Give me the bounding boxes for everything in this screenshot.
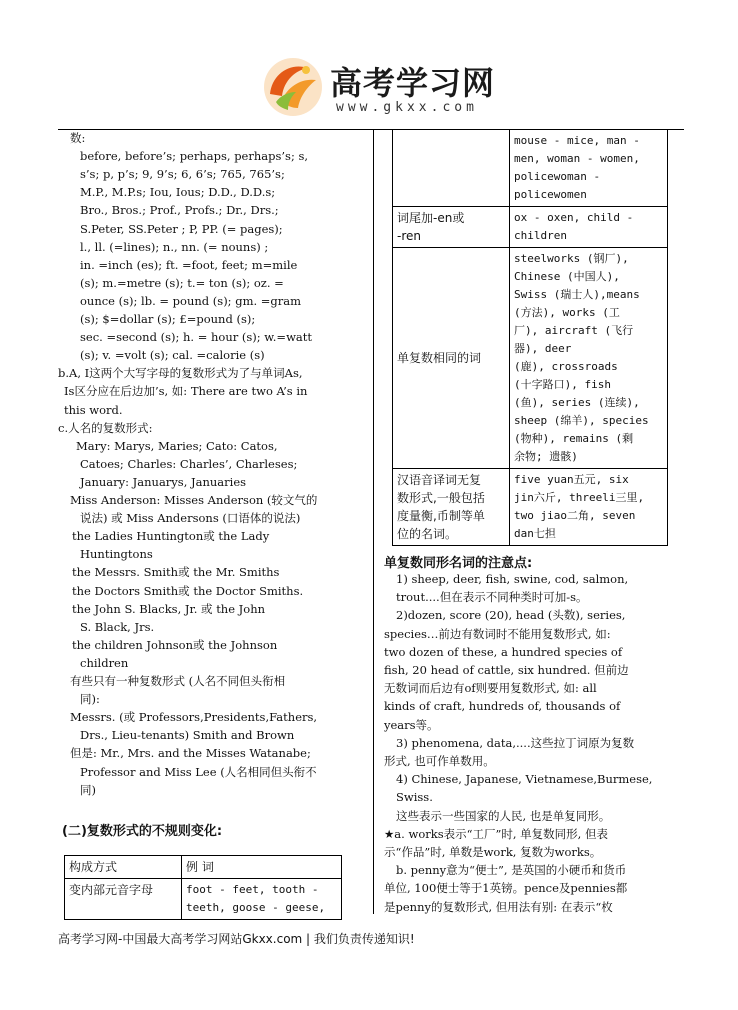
text-line: 2)dozen, score (20), head (头数), series, [396, 608, 626, 623]
notes-title: 单复数同形名词的注意点: [384, 556, 533, 571]
text-line: species…前边有数词时不能用复数形式, 如: [384, 626, 611, 641]
text-line: c.人名的复数形式: [58, 420, 153, 435]
text-line: (s); $=dollar (s); £=pound (s); [80, 312, 256, 326]
cell-line: sheep (绵羊), species [514, 414, 649, 427]
cell-line: men, woman - women, [514, 152, 640, 165]
cell-line: steelworks (钢厂), [514, 252, 629, 265]
text-line: January: Januarys, Januaries [80, 474, 247, 489]
text-line: Bro., Bros.; Prof., Profs.; Dr., Drs.; [80, 203, 279, 218]
text-line: 4) Chinese, Japanese, Vietnamese,Burmese, [396, 772, 653, 787]
logo-icon [262, 56, 324, 118]
text-line: 同) [80, 782, 96, 797]
text-line: Is区分应在后边加’s, 如: There are two A’s in [64, 384, 308, 399]
text-line: 这些表示一些国家的人民, 也是单复同形。 [396, 808, 611, 823]
text-line: fish, 20 head of cattle, six hundred. 但前边 [384, 663, 629, 677]
table-cell [393, 130, 510, 207]
cell-line: 余物; 遗骸) [514, 450, 578, 463]
text-line: Professor and Miss Lee (人名相同但头衔不 [80, 764, 317, 779]
text-line: Swiss. [396, 790, 433, 805]
cell-line: (十字路口), fish [514, 378, 611, 391]
text-line: years等。 [384, 717, 439, 732]
cell-line: (方法), works (工 [514, 306, 620, 319]
cell-line: 汉语音译词无复 [397, 473, 482, 487]
table-row [393, 130, 668, 207]
text-line: 说法) 或 Miss Andersons (口语体的说法) [80, 511, 301, 526]
text-line: the Doctors Smith或 the Doctor Smiths. [72, 583, 304, 598]
text-line: s’s; p, p’s; 9, 9’s; 6, 6’s; 765, 765’s; [80, 167, 285, 182]
cell-line: children [514, 229, 567, 242]
cell-line: mouse - mice, man - [514, 134, 640, 147]
table-cell [510, 469, 668, 546]
right-table [392, 129, 668, 546]
table-header-cell: 例 词 [182, 856, 342, 879]
text-line: b. penny意为“便士”, 是英国的小硬币和货币 [396, 863, 627, 878]
text-line: in. =inch (es); ft. =foot, feet; m=mile [80, 257, 298, 272]
text-line: the Ladies Huntington或 the Lady [72, 529, 270, 544]
cell-line: jin六斤, threeli三里, [514, 491, 645, 504]
text-line: 同): [80, 692, 100, 707]
text-line: Catoes; Charles: Charles’, Charleses; [80, 456, 298, 471]
text-line: 示“作品”时, 单数是work, 复数为works。 [384, 845, 602, 859]
text-line: 是penny的复数形式, 但用法有别: 在表示“枚 [384, 899, 613, 914]
text-line: before, before’s; perhaps, perhaps’s; s, [80, 149, 309, 164]
cell-line: Swiss (瑞士人),means [514, 288, 640, 301]
text-line: the children Johnson或 the Johnson [72, 637, 278, 652]
text-line: Miss Anderson: Misses Anderson (较文气的 [70, 493, 318, 507]
left-table [64, 855, 342, 920]
text-line: Drs., Lieu-tenants) Smith and Brown [80, 728, 295, 743]
cell-line: 词尾加-en或 [397, 211, 465, 225]
text-line: two dozen of these, a hundred species of [384, 644, 623, 659]
cell-line: 单复数相同的词 [397, 351, 482, 365]
table-cell [510, 207, 668, 248]
text-line: the John S. Blacks, Jr. 或 the John [72, 601, 266, 616]
text-line: 数: [70, 131, 86, 145]
table-row [65, 856, 342, 879]
text-line: trout....但在表示不同种类时可加-s。 [396, 590, 588, 605]
text-line: the Messrs. Smith或 the Mr. Smiths [72, 565, 280, 580]
text-line: S. Black, Jrs. [80, 619, 155, 634]
cell-line: 器), deer [514, 342, 572, 355]
text-line: kinds of craft, hundreds of, thousands of [384, 699, 621, 714]
text-line: (s); m.=metre (s); t.= ton (s); oz. = [80, 275, 284, 290]
cell-line: dan七担 [514, 527, 556, 540]
text-line: 无数词而后边有of则要用复数形式, 如: all [384, 681, 597, 696]
cell-line: five yuan五元, six [514, 473, 629, 486]
table-row [393, 248, 668, 469]
table-cell: foot - feet, tooth - teeth, goose - geese, [182, 879, 342, 920]
text-line: 但是: Mr., Mrs. and the Misses Watanabe; [70, 746, 311, 761]
text-line: S.Peter, SS.Peter ; P, PP. (= pages); [80, 221, 283, 236]
text-line: 3) phenomena, data,....这些拉丁词原为复数 [396, 735, 635, 750]
logo-title: 高考学习网 [330, 64, 496, 102]
cell-line: 数形式,一般包括 [397, 491, 485, 505]
table-cell: 变内部元音字母 [65, 879, 182, 920]
column-divider [373, 129, 374, 914]
cell-line: (鱼), series (连续), [514, 396, 640, 409]
text-line: sec. =second (s); h. = hour (s); w.=watt [80, 330, 313, 345]
cell-line: (鹿), crossroads [514, 360, 618, 373]
text-line: children [80, 655, 129, 670]
cell-line: Chinese (中国人), [514, 270, 620, 283]
text-line: Mary: Marys, Maries; Cato: Catos, [76, 438, 278, 453]
section-title-irregular-plurals: (二)复数形式的不规则变化: [62, 824, 223, 839]
text-line: M.P., M.P.s; Iou, Ious; D.D., D.D.s; [80, 185, 276, 200]
text-line: 单位, 100便士等于1英镑。pence及pennies都 [384, 881, 628, 896]
cell-line: -ren [397, 229, 421, 243]
text-line: b.A, I这两个大写字母的复数形式为了与单词As, [58, 366, 303, 381]
text-line: 1) sheep, deer, fish, swine, cod, salmon, [396, 572, 629, 586]
cell-line: two jiao二角, seven [514, 509, 636, 522]
table-cell [393, 207, 510, 248]
cell-line: policewomen [514, 188, 587, 201]
table-cell [393, 469, 510, 546]
cell-line: policewoman - [514, 170, 601, 183]
table-header-cell: 构成方式 [65, 856, 182, 879]
table-row [393, 469, 668, 546]
text-line: this word. [64, 402, 123, 417]
cell-line: (物种), remains (剩 [514, 432, 634, 445]
cell-line: ox - oxen, child - [514, 211, 634, 224]
text-line: l., ll. (=lines); n., nn. (= nouns) ; [80, 239, 269, 254]
text-line: Huntingtons [80, 547, 153, 562]
text-line: (s); v. =volt (s); cal. =calorie (s) [80, 348, 265, 363]
text-line: 有些只有一种复数形式 (人名不同但头衔相 [70, 674, 286, 688]
table-row [393, 207, 668, 248]
page-footer: 高考学习网-中国最大高考学习网站Gkxx.com | 我们负责传递知识! [58, 932, 415, 946]
table-cell [393, 248, 510, 469]
text-line: 形式, 也可作单数用。 [384, 754, 495, 768]
page-header [0, 0, 738, 130]
logo-url: www.gkxx.com [336, 100, 478, 115]
text-line: ★a. works表示“工厂”时, 单复数同形, 但表 [384, 826, 608, 841]
table-cell [510, 130, 668, 207]
cell-line: 厂), aircraft (飞行 [514, 324, 634, 337]
text-line: Messrs. (或 Professors,Presidents,Fathers, [70, 710, 318, 725]
cell-line: 位的名词。 [397, 527, 458, 541]
text-line: ounce (s); lb. = pound (s); gm. =gram [80, 293, 302, 308]
table-cell [510, 248, 668, 469]
table-row [65, 879, 342, 920]
cell-line: 度量衡,币制等单 [397, 509, 485, 523]
